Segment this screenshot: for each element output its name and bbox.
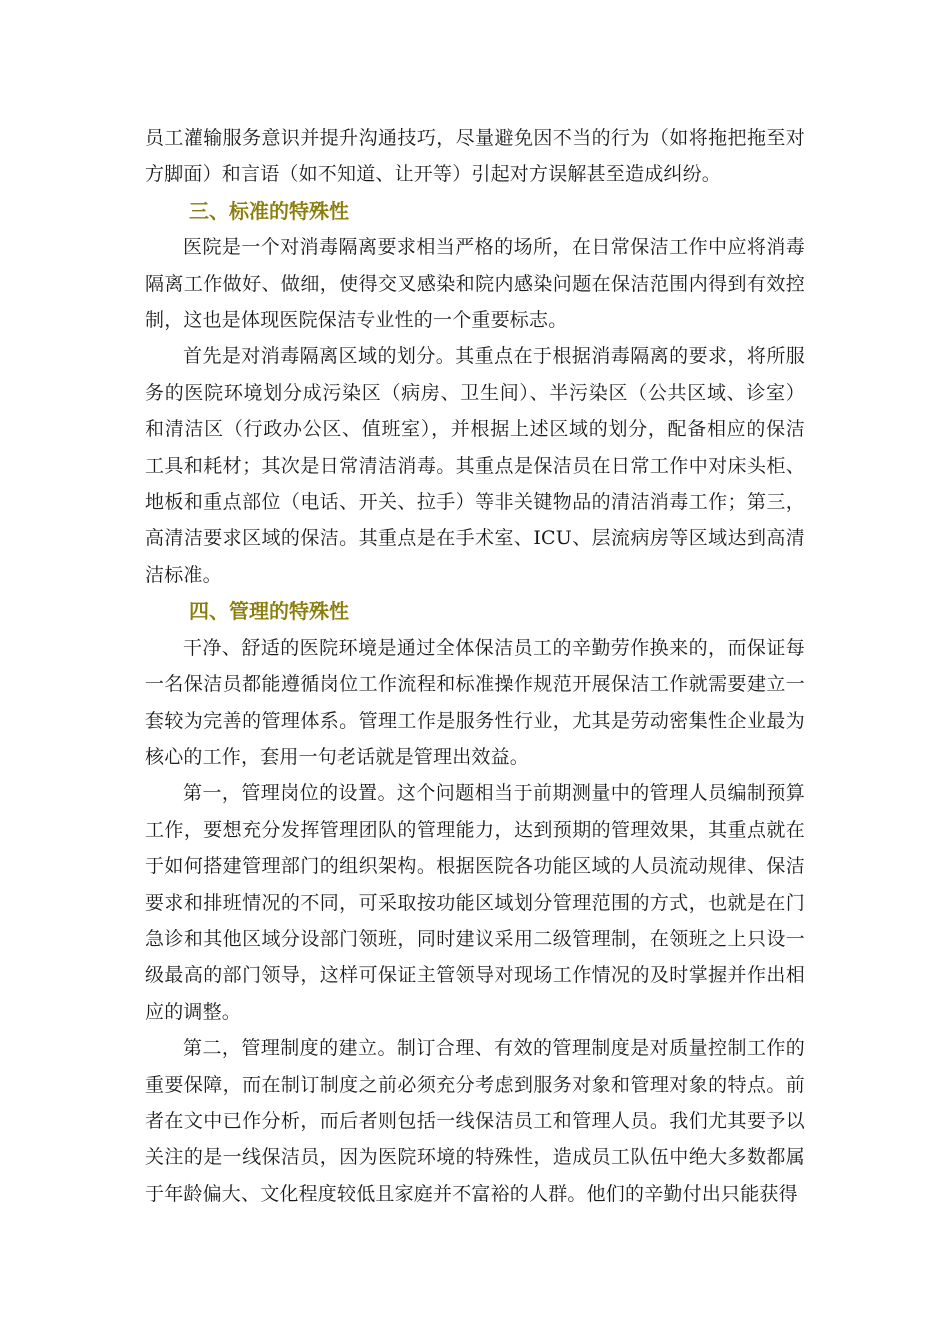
section-heading-standard: 三、标准的特殊性 <box>189 198 349 223</box>
paragraph: 首先是对消毒隔离区域的划分。其重点在于根据消毒隔离的要求，将所服务的医院环境划分成污染区（病房、卫生间）、半污染区（公共区域、诊室）和清洁区（行政办公区、值班室），并根据上述区域的划分，配备相应的保洁工具和耗材；其次是日常清洁消毒。其重点是保洁员在日常工作中对床头柜、地板和重点部位（电话、开关、拉手）等非关键物品的清洁消毒工作；第三，高清洁要求区域的保洁。其重点是在手术室、ICU、层流病房等区域达到高清洁标准。 <box>145 345 805 586</box>
paragraph: 医院是一个对消毒隔离要求相当严格的场所，在日常保洁工作中应将消毒隔离工作做好、做细，使得交叉感染和院内感染问题在保洁范围内得到有效控制，这也是体现医院保洁专业性的一个重要标志。 <box>145 236 805 332</box>
paragraph: 第二，管理制度的建立。制订合理、有效的管理制度是对质量控制工作的重要保障，而在制订制度之前必须充分考虑到服务对象和管理对象的特点。前者在文中已作分析，而后者则包括一线保洁员工和管理人员。我们尤其要予以关注的是一线保洁员，因为医院环境的特殊性，造成员工队伍中绝大多数都属于年龄偏大、文化程度较低且家庭并不富裕的人群。他们的辛勤付出只能获得 <box>145 1037 805 1205</box>
paragraph-continued: 员工灌输服务意识并提升沟通技巧，尽量避免因不当的行为（如将拖把拖至对方脚面）和言语（如不知道、让开等）引起对方误解甚至造成纠纷。 <box>145 127 805 186</box>
section-heading-management: 四、管理的特殊性 <box>189 599 349 624</box>
document-page <box>145 120 805 1212</box>
paragraph: 第一，管理岗位的设置。这个问题相当于前期测量中的管理人员编制预算工作，要想充分发挥管理团队的管理能力，达到预期的管理效果，其重点就在于如何搭建管理部门的组织架构。根据医院各功能区域的人员流动规律、保洁要求和排班情况的不同，可采取按功能区域划分管理范围的方式，也就是在门急诊和其他区域分设部门领班，同时建议采用二级管理制，在领班之上只设一级最高的部门领导，这样可保证主管领导对现场工作情况的及时掌握并作出相应的调整。 <box>145 782 805 1023</box>
paragraph: 干净、舒适的医院环境是通过全体保洁员工的辛勤劳作换来的，而保证每一名保洁员都能遵循岗位工作流程和标准操作规范开展保洁工作就需要建立一套较为完善的管理体系。管理工作是服务性行业，尤其是劳动密集性企业最为核心的工作，套用一句老话就是管理出效益。 <box>145 636 805 768</box>
